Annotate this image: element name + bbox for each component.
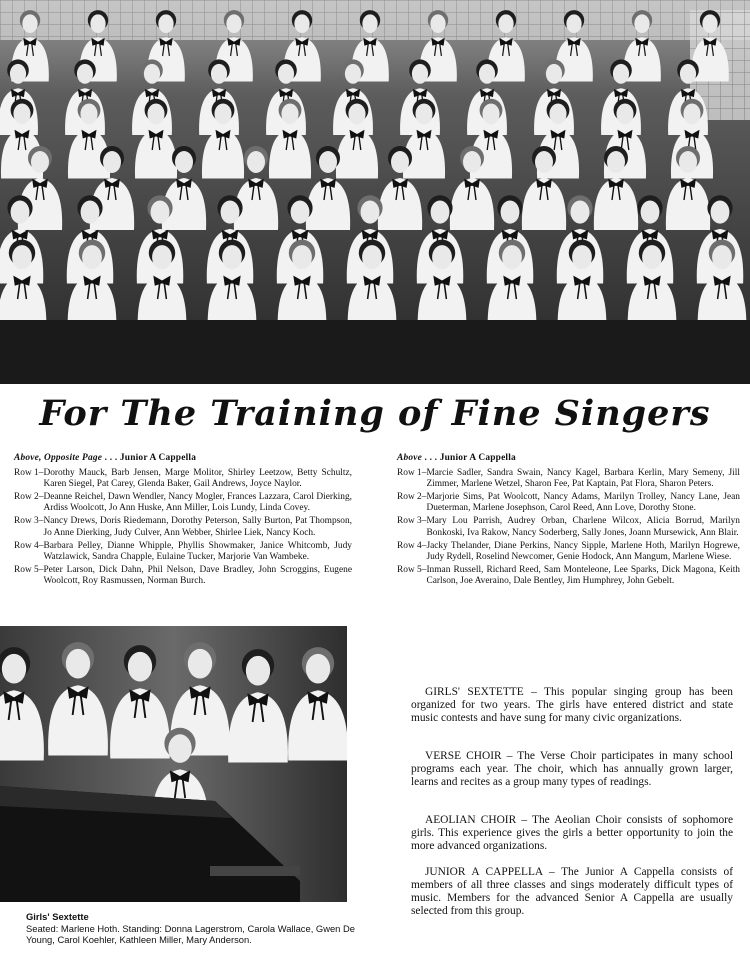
opposite-heading: Above, Opposite Page . . . Junior A Cappella — [14, 453, 197, 463]
name-row: Row 5– Inman Russell, Richard Reed, Sam Monteleone, Lee Sparks, Dick Magona, Keith Carlson, Joe Averaino, Dale Bentley, Jim Humphrey, John Gebelt. — [397, 564, 740, 586]
name-row: Row 4– Barbara Pelley, Dianne Whipple, Phyllis Showmaker, Janice Whitcomb, Judy Watzlawick, Sandra Chapple, Eulaine Tucker, Marjorie Van Wambeke. — [14, 540, 352, 562]
name-row: Row 3– Nancy Drews, Doris Riedemann, Dorothy Peterson, Sally Burton, Pat Thompson, Jo Anne Dierking, Judy Culver, Ann Webber, Shirlee Liek, Nancy Koch. — [14, 516, 352, 538]
name-row: Row 5– Peter Larson, Dick Dahn, Phil Nelson, Dave Bradley, John Scroggins, Eugene Woolcott, Roy Rasmussen, Norman Burch. — [14, 564, 352, 586]
name-row: Row 2– Deanne Reichel, Dawn Wendler, Nancy Mogler, Frances Lazzara, Carol Dierking, Ardiss Woolcott, Jo Ann Huske, Ann Miller, Lois Lundy, Linda Covey. — [14, 492, 352, 514]
above-names — [397, 453, 740, 589]
above-heading: Above . . . Junior A Cappella — [397, 453, 516, 463]
name-row: Row 1– Dorothy Mauck, Barb Jensen, Marge Molitor, Shirley Leetzow, Betty Schultz, Karen Siegel, Pat Carey, Glenda Baker, Gail Andrews, Joyce Naylor. — [14, 468, 352, 490]
caption-text: Seated: Marlene Hoth. Standing: Donna Lagerstrom, Carola Wallace, Gwen De Young, Carol Koehler, Kathleen Miller, Mary Anderson. — [26, 922, 355, 946]
aeolian-choir-paragraph: AEOLIAN CHOIR – The Aeolian Choir consists of sophomore girls. This experience gives the girls a better opportunity to join the more advanced organizations. — [411, 814, 733, 852]
name-row: Row 2– Marjorie Sims, Pat Woolcott, Nancy Adams, Marilyn Trolley, Nancy Lane, Jean Dueterman, Marlene Josephson, Carol Reed, Ann Love, Dorothy Stone. — [397, 492, 740, 514]
sextette-caption — [26, 911, 356, 946]
sextette-photo — [0, 626, 347, 902]
name-row: Row 4– Jacky Thelander, Diane Perkins, Nancy Sipple, Marlene Hoth, Marilyn Hogrewe, Judy Rydell, Roselind Newcomer, Genie Hodock, Ann Mangum, Marlene Wiese. — [397, 540, 740, 562]
verse-choir-paragraph: VERSE CHOIR – The Verse Choir participates in many school programs each year. The choir, which has annually grown larger, learns and recites as a group many types of readings. — [411, 750, 733, 788]
sextette-paragraph: GIRLS' SEXTETTE – This popular singing group has been organized for two years. The girls have entered district and state music contests and have sung for many civic organizations. — [411, 686, 733, 724]
name-row: Row 3– Mary Lou Parrish, Audrey Orban, Charlene Wilcox, Alicia Borrud, Marilyn Bonkoski, Iva Rakow, Nancy Soderberg, Sally Jones, Joann Mursewick, Ann Blair. — [397, 516, 740, 538]
choir-group-photo — [0, 0, 750, 384]
junior-a-cappella-paragraph: JUNIOR A CAPPELLA – The Junior A Cappella consists of members of all three classes and sings moderately difficult types of music. Members for the advanced Senior A Cappella are usually selected from this group. — [411, 866, 733, 917]
opposite-page-names — [14, 453, 352, 589]
name-row: Row 1– Marcie Sadler, Sandra Swain, Nancy Kagel, Barbara Kerlin, Mary Semeny, Jill Zimmer, Marlene Wetzel, Sharon Fee, Pat Kaptain, Pat Flora, Sharon Peters. — [397, 468, 740, 490]
caption-title: Girls' Sextette — [26, 911, 89, 922]
page-title: For The Training of Fine Singers — [39, 393, 711, 434]
